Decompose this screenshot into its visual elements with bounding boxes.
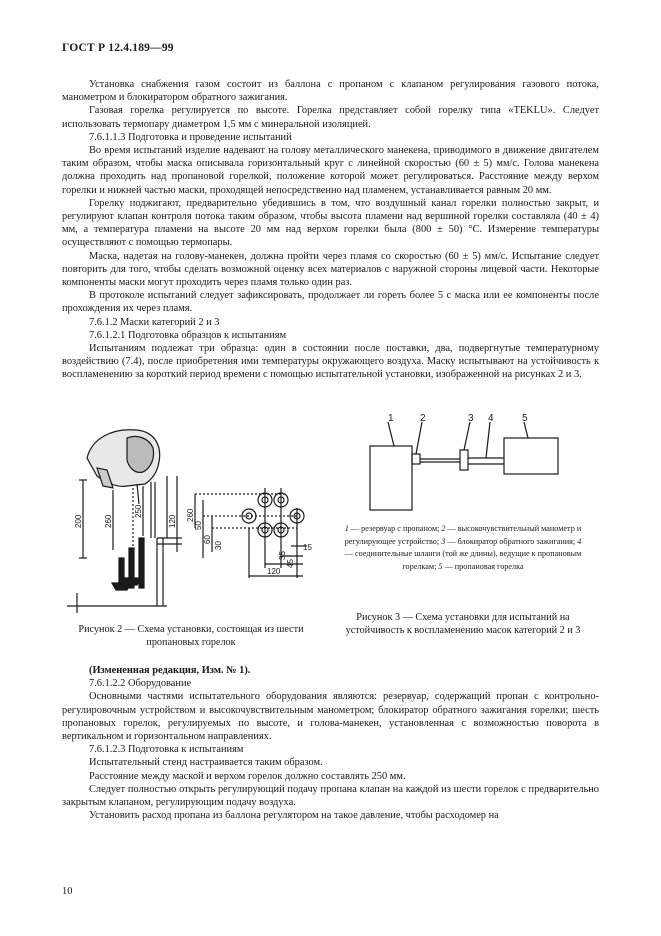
paragraph: Основными частями испытательного оборудования являются: резервуар, содержащий пропан с контрольно-регулировочным устройством и высокочувствительным манометром; блокиратор обратного зажигания горелки; шесть пропановых горелок, регулируемых по высоте, и голова-манекен, установленная с возможностью поворота в вертикальном и горизонтальном направлениях. [62, 691, 599, 743]
section-heading: 7.6.1.2 Маски категорий 2 и 3 [89, 316, 220, 328]
paragraph: Во время испытаний изделие надевают на голову металлического манекена, приводимого в движение двигателем таким образом, чтобы маска описывала горизонтальный круг с линейной скоростью (60 ± 5) мм/с. Голова манекена должна проходить над пропановой горелкой, положение которой может регулироваться. Расстояние между верхом горелки и нижней частью маски, проходящей непосредственно над пламенем, устанавливается равным 20 мм. [62, 145, 599, 196]
paragraph: Расстояние между маской и верхом горелок должно составлять 250 мм. [89, 770, 406, 782]
dim-label: 30 [214, 541, 223, 550]
legend-text: пропановая горелка [454, 561, 524, 571]
text-block-bottom [62, 664, 599, 822]
dim-label: 35 [278, 551, 287, 560]
dim-label: 15 [303, 543, 312, 552]
dim-label: 260 [104, 514, 113, 528]
figure-3-legend: 1 — резервуар с пропаном; 2 — высокочувствительный манометр и регулирующее устройство; 3 — блокиратор обратного зажигания; 4 — соединительные шланги (той же длины), ведущие к пропановым горелкам; 5 — пропановая горелка [344, 524, 582, 571]
paragraph: Установка снабжения газом состоит из баллона с пропаном с клапаном регулирования газового потока, манометром и блокиратором обратного зажигания. [62, 79, 599, 104]
figure-3-diagram [362, 414, 586, 514]
paragraph: Горелку поджигают, предварительно убедившись в том, что воздушный канал горелки полностью закрыт, и регулируют клапан контроля потока таким образом, чтобы высота пламени над вершиной горелки составляла (40 ± 4) мм, а температура пламени на высоте 20 мм над верхом горелки была (800 ± 50) °С. Измерение температуры осуществляют с помощью термопары. [62, 197, 599, 249]
legend-text: блокиратор обратного зажигания; [457, 536, 576, 546]
legend-num: 3 [441, 536, 446, 546]
paragraph: Испытаниям подлежат три образца: один в состоянии после поставки, два, подвергнутые температурному воздействию (7.4), после приобретения ими температуры окружающего воздуха. Маску испытывают на устойчивость к воспламенению за короткий период времени с помощью испытательной установки, изображенной на рисунках 2 и 3. [62, 343, 599, 381]
dim-label: 200 [74, 514, 83, 528]
section-heading: 7.6.1.2.2 Оборудование [89, 678, 192, 690]
dim-label: 50 [194, 521, 203, 530]
fig3-label: 3 [468, 414, 474, 424]
paragraph: Маска, надетая на голову-манекен, должна пройти через пламя со скоростью (60 ± 5) мм/с. Испытание следует повторить для того, чтобы сделать возможной оценку всех материалов с наружной стороны лицевой части. Некоторые компоненты маски могут проходить через пламя только один раз. [62, 250, 599, 289]
section-heading: 7.6.1.2.3 Подготовка к испытаниям [89, 744, 244, 756]
fig3-label: 5 [522, 414, 528, 424]
dim-label: 60 [203, 535, 212, 544]
legend-text: высокочувствительный манометр и регулирующее устройство; [344, 524, 582, 546]
dim-label: 45 [286, 559, 295, 568]
section-heading: 7.6.1.1.3 Подготовка и проведение испытаний [89, 131, 292, 143]
legend-text: соединительные шланги (той же длины), ведущие к пропановым горелкам; [354, 549, 582, 571]
figure-2-diagram [62, 418, 332, 618]
text-block-top [62, 78, 599, 382]
dim-label: 250 [134, 504, 143, 518]
page-number: 10 [62, 886, 73, 897]
figure-2-caption: Рисунок 2 — Схема установки, состоящая из шести пропановых горелок [78, 624, 304, 648]
amendment-note: (Измененная редакция, Изм. № 1). [89, 665, 251, 676]
legend-num: 1 [344, 524, 349, 533]
legend-text: резервуар с пропаном; [361, 524, 440, 533]
paragraph: В протоколе испытаний следует зафиксировать, продолжает ли гореть более 5 с маска или ее компоненты после прохождения их через пламя. [62, 290, 599, 315]
legend-num: 4 [577, 536, 582, 546]
document-header: ГОСТ Р 12.4.189—99 [62, 42, 174, 54]
paragraph: Следует полностью открыть регулирующий подачу пропана клапан на каждой из шести горелок с предварительно закрытым клапаном, регулирующим подачу воздуха. [62, 783, 599, 809]
fig3-label: 1 [388, 414, 394, 424]
dim-label: 120 [267, 567, 281, 576]
fig3-label: 2 [420, 414, 426, 424]
fig3-label: 4 [488, 414, 494, 424]
dim-label: 120 [168, 514, 177, 528]
paragraph: Установить расход пропана из баллона регулятором на такое давление, чтобы расходомер на [89, 810, 499, 822]
section-heading: 7.6.1.2.1 Подготовка образцов к испытаниям [89, 329, 287, 341]
paragraph: Испытательный стенд настраивается таким образом. [89, 757, 323, 769]
paragraph: Газовая горелка регулируется по высоте. Горелка представляет собой горелку типа «TEKLU». Следует использовать термопару диаметром 1,5 мм с минеральной изоляцией. [62, 105, 599, 130]
figure-3-caption: Рисунок 3 — Схема установки для испытаний на устойчивость к воспламенению масок категорий 2 и 3 [345, 612, 581, 636]
legend-num: 2 [441, 524, 446, 533]
legend-num: 5 [438, 561, 443, 571]
dim-label: 260 [186, 508, 195, 522]
